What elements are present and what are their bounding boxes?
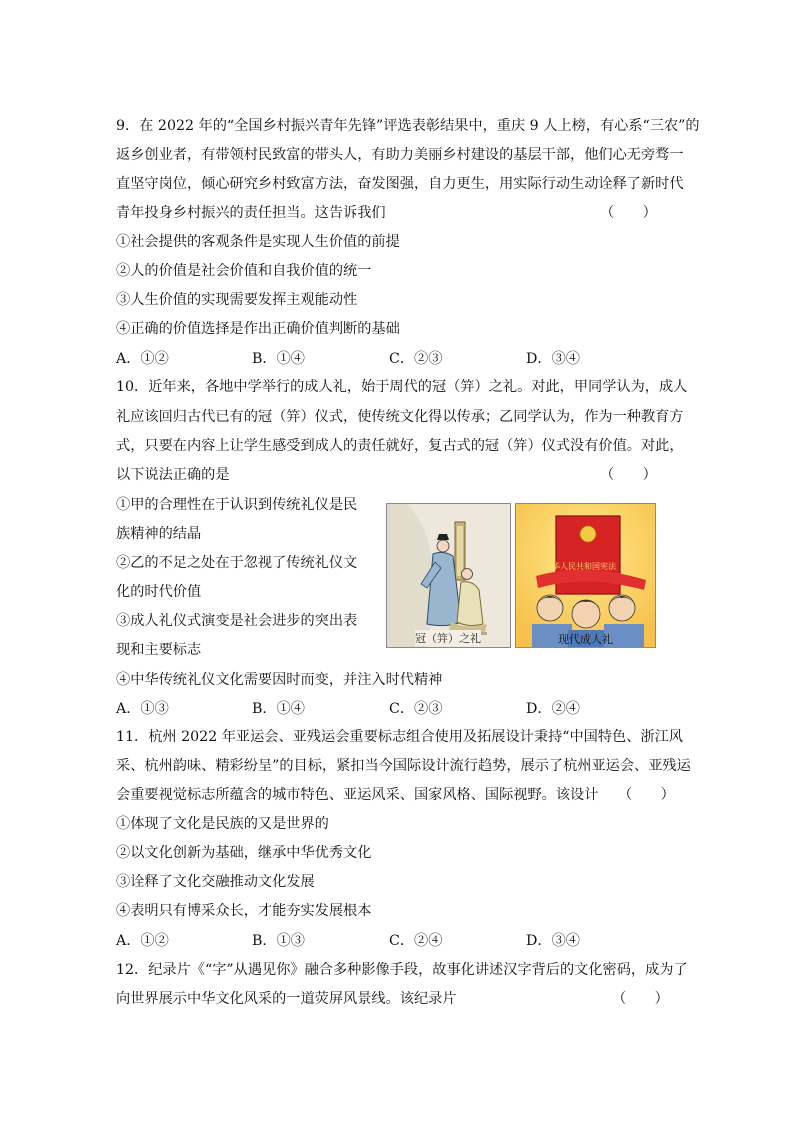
statement: ①社会提供的客观条件是实现人生价值的前提 (116, 234, 400, 250)
q10-line: 以下说法正确的是 (116, 467, 230, 483)
option-d: D．③④ (526, 351, 580, 367)
ancient-figures-icon (387, 504, 511, 648)
left-image-caption: 冠（笄）之礼 (415, 632, 481, 645)
option-c: C．②③ (389, 351, 443, 367)
statement: ④正确的价值选择是作出正确价值判断的基础 (116, 321, 400, 337)
statement: ③人生价值的实现需要发挥主观能动性 (116, 292, 358, 308)
q10-line: 礼应该回归古代已有的冠（笄）仪式，使传统文化得以传承；乙同学认为，作为一种教育方 (116, 409, 684, 425)
option-a: A．①② (116, 351, 169, 367)
q11-line: 采、杭州韵味、精彩纷呈”的目标，紧扣当今国际设计流行趋势，展示了杭州亚运会、亚残运 (116, 758, 691, 774)
statement: ①甲的合理性在于认识到传统礼仪是民 (116, 497, 358, 513)
modern-ceremony-illustration (515, 503, 656, 648)
statement: ②人的价值是社会价值和自我价值的统一 (116, 263, 372, 279)
option-b: B．①④ (252, 701, 305, 717)
statement: 化的时代价值 (116, 584, 202, 600)
right-image-caption: 现代成人礼 (558, 633, 613, 646)
capping-ceremony-illustration (386, 503, 511, 648)
option-b: B．①④ (252, 351, 305, 367)
q11-line: 11．杭州 2022 年亚运会、亚残运会重要标志组合使用及拓展设计秉持“中国特色、浙江风 (116, 729, 683, 745)
statement: ②以文化创新为基础，继承中华优秀文化 (116, 845, 372, 861)
q12-line: 12．纪录片《“字”从遇见你》融合多种影像手段，故事化讲述汉字背后的文化密码，成为了 (116, 962, 688, 978)
statement: ③成人礼仪式演变是社会进步的突出表 (116, 613, 358, 629)
statement: ④中华传统礼仪文化需要因时而变，并注入时代精神 (116, 672, 443, 688)
q9-line: 青年投身乡村振兴的责任担当。这告诉我们 (116, 205, 386, 221)
book-title: 中华人民共和国宪法 (544, 562, 616, 571)
statement: ④表明只有博采众长，才能夯实发展根本 (116, 903, 372, 919)
option-d: D．②④ (526, 701, 580, 717)
q11-answer-paren: （ ） (618, 787, 675, 803)
q12-answer-paren: （ ） (612, 991, 669, 1007)
q11-line: 会重要视觉标志所蕴含的城市特色、亚运风采、国家风格、国际视野。该设计 (116, 787, 599, 803)
statement: ③诠释了文化交融推动文化发展 (116, 874, 315, 890)
q12-line: 向世界展示中华文化风采的一道荧屏风景线。该纪录片 (116, 991, 457, 1007)
option-d: D．③④ (526, 933, 580, 949)
option-a: A．①② (116, 933, 169, 949)
statement: 族精神的结晶 (116, 526, 202, 542)
q9-line: 返乡创业者，有带领村民致富的带头人，有助力美丽乡村建设的基层干部，他们心无旁骛一 (116, 147, 684, 163)
option-c: C．②③ (389, 701, 443, 717)
option-c: C．②④ (389, 933, 443, 949)
option-b: B．①③ (252, 933, 305, 949)
q10-line: 式，只要在内容上让学生感受到成人的责任就好，复古式的冠（笄）仪式没有价值。对此， (116, 438, 684, 454)
q9-line: 直坚守岗位，倾心研究乡村致富方法，奋发图强，自力更生，用实际行动生动诠释了新时代 (116, 176, 684, 192)
q9-answer-paren: （ ） (600, 205, 657, 221)
constitution-and-students-icon (516, 504, 656, 648)
statement: ②乙的不足之处在于忽视了传统礼仪文 (116, 555, 358, 571)
statement: ①体现了文化是民族的又是世界的 (116, 816, 329, 832)
q9-line: 9．在 2022 年的“全国乡村振兴青年先锋”评选表彰结果中，重庆 9 人上榜，有心系“三农”的 (116, 118, 700, 134)
q10-line: 10．近年来，各地中学举行的成人礼，始于周代的冠（笄）之礼。对此，甲同学认为，成人 (116, 379, 688, 395)
q10-answer-paren: （ ） (600, 467, 657, 483)
statement: 现和主要标志 (116, 642, 202, 658)
option-a: A．①③ (116, 701, 169, 717)
